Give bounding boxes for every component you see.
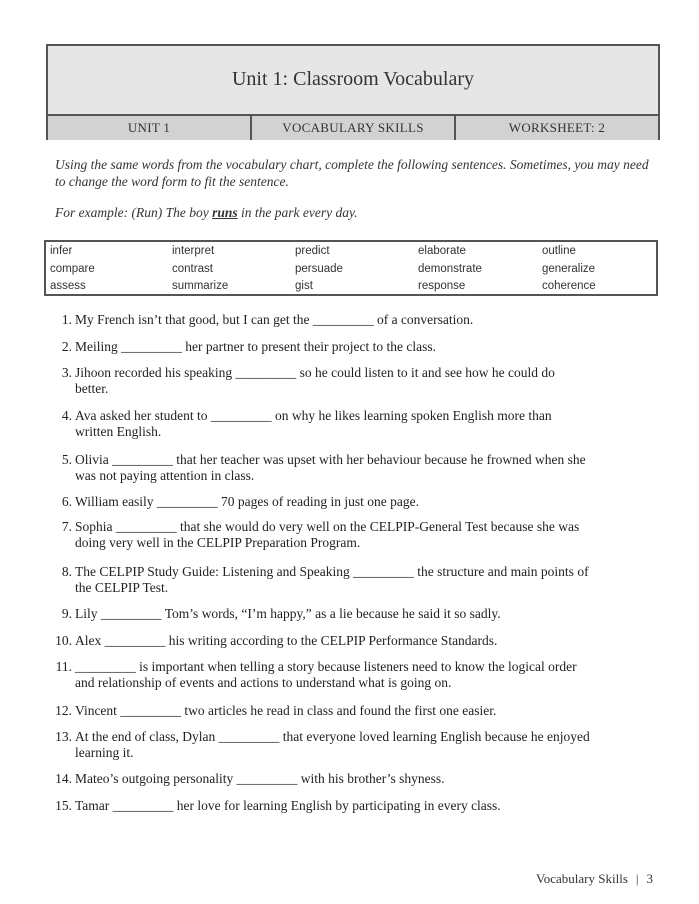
- worksheet-label: WORKSHEET: 2: [508, 120, 606, 135]
- question-item: [46, 633, 656, 649]
- instructions-text: Using the same words from the vocabulary chart, complete the following sentences. Sometimes, you may need to change the word form to fit the sentence.: [55, 157, 649, 189]
- question-text: Meiling _________ her partner to present their project to the class.: [75, 339, 437, 354]
- question-item: [46, 703, 656, 719]
- question-item: [46, 339, 656, 355]
- question-text: _________ is important when telling a story because listeners need to know the logical order: [75, 659, 577, 674]
- question-text: Mateo’s outgoing personality _________ with his brother’s shyness.: [75, 771, 445, 786]
- question-item: [46, 312, 656, 328]
- question-item: [46, 729, 656, 761]
- vocab-word: persuade: [295, 262, 343, 275]
- question-text: Jihoon recorded his speaking _________ so he could listen to it and see how he could do: [75, 365, 555, 380]
- question-number: 9.: [61, 606, 72, 621]
- example-sentence: [55, 205, 358, 221]
- question-item: [46, 771, 656, 787]
- header-info-bar: [48, 114, 658, 140]
- question-text-continued: written English.: [75, 424, 162, 439]
- vocab-word: outline: [542, 245, 576, 257]
- question-text: William easily _________ 70 pages of reading in just one page.: [75, 494, 420, 509]
- question-item: [46, 659, 656, 691]
- unit-label: UNIT 1: [127, 120, 171, 135]
- vocab-word: infer: [50, 245, 73, 257]
- question-item: [46, 452, 656, 484]
- vocab-word: summarize: [172, 280, 229, 292]
- question-number: 14.: [55, 771, 72, 786]
- vocab-word: gist: [295, 280, 313, 292]
- question-number: 4.: [61, 408, 72, 423]
- question-number: 3.: [61, 365, 72, 380]
- question-text: Vincent _________ two articles he read in class and found the first one easier.: [75, 703, 497, 718]
- question-number: 2.: [61, 339, 72, 354]
- question-text: At the end of class, Dylan _________ that everyone loved learning English because he enjoyed: [75, 729, 590, 744]
- question-text-continued: doing very well in the CELPIP Preparation Program.: [75, 535, 361, 550]
- question-text: Ava asked her student to _________ on why he likes learning spoken English more than: [75, 408, 552, 423]
- question-item: [46, 564, 656, 596]
- example-after: in the park every day.: [237, 205, 358, 220]
- question-text-continued: better.: [75, 381, 109, 396]
- vocab-word: generalize: [542, 262, 596, 275]
- question-text: Tamar _________ her love for learning English by participating in every class.: [75, 798, 501, 813]
- question-text: Olivia _________ that her teacher was upset with her behaviour because he frowned when she: [75, 452, 586, 467]
- vocabulary-chart: [44, 240, 658, 296]
- question-number: 7.: [61, 519, 72, 534]
- question-text-continued: learning it.: [75, 745, 134, 760]
- example-before: For example: (Run) The boy: [55, 205, 213, 220]
- question-text-continued: was not paying attention in class.: [75, 468, 255, 483]
- vocab-word: compare: [50, 262, 95, 275]
- vocab-word: interpret: [172, 245, 215, 257]
- question-item: [46, 519, 656, 551]
- vocabulary-grid: [46, 242, 656, 296]
- question-text: My French isn’t that good, but I can get the _________ of a conversation.: [75, 312, 474, 327]
- question-text: Sophia _________ that she would do very well on the CELPIP-General Test because she was: [75, 519, 580, 534]
- vocab-word: assess: [50, 280, 86, 292]
- skills-label: VOCABULARY SKILLS: [250, 116, 456, 140]
- question-item: [46, 606, 656, 622]
- question-number: 12.: [55, 703, 72, 718]
- worksheet-header: [46, 44, 660, 140]
- question-item: [46, 494, 656, 510]
- vocab-word: predict: [295, 245, 330, 257]
- vocab-word: coherence: [542, 280, 596, 292]
- question-item: [46, 798, 656, 814]
- page-number: 3: [646, 871, 653, 886]
- question-text: Lily _________ Tom’s words, “I’m happy,” as a lie because he said it so sadly.: [75, 606, 501, 621]
- question-number: 11.: [55, 659, 72, 674]
- question-number: 6.: [61, 494, 72, 509]
- question-item: [46, 365, 656, 397]
- question-number: 5.: [61, 452, 72, 467]
- question-number: 10.: [55, 633, 72, 648]
- question-text: The CELPIP Study Guide: Listening and Speaking _________ the structure and main points of: [75, 564, 589, 579]
- page-title: Unit 1: Classroom Vocabulary: [231, 68, 475, 90]
- question-text-continued: and relationship of events and actions to understand what is going on.: [75, 675, 452, 690]
- example-word: runs: [212, 205, 238, 220]
- question-text-continued: the CELPIP Test.: [75, 580, 169, 595]
- footer-section: Vocabulary Skills: [536, 871, 628, 886]
- question-number: 15.: [55, 798, 72, 813]
- question-number: 1.: [61, 312, 72, 327]
- vocab-word: response: [418, 280, 466, 292]
- vocab-word: demonstrate: [418, 262, 482, 275]
- question-number: 13.: [55, 729, 72, 744]
- vocab-word: elaborate: [418, 245, 466, 257]
- page-footer: [536, 871, 653, 887]
- footer-separator: |: [635, 871, 639, 886]
- vocab-word: contrast: [172, 262, 213, 275]
- question-item: [46, 408, 656, 440]
- question-text: Alex _________ his writing according to the CELPIP Performance Standards.: [75, 633, 498, 648]
- question-number: 8.: [61, 564, 72, 579]
